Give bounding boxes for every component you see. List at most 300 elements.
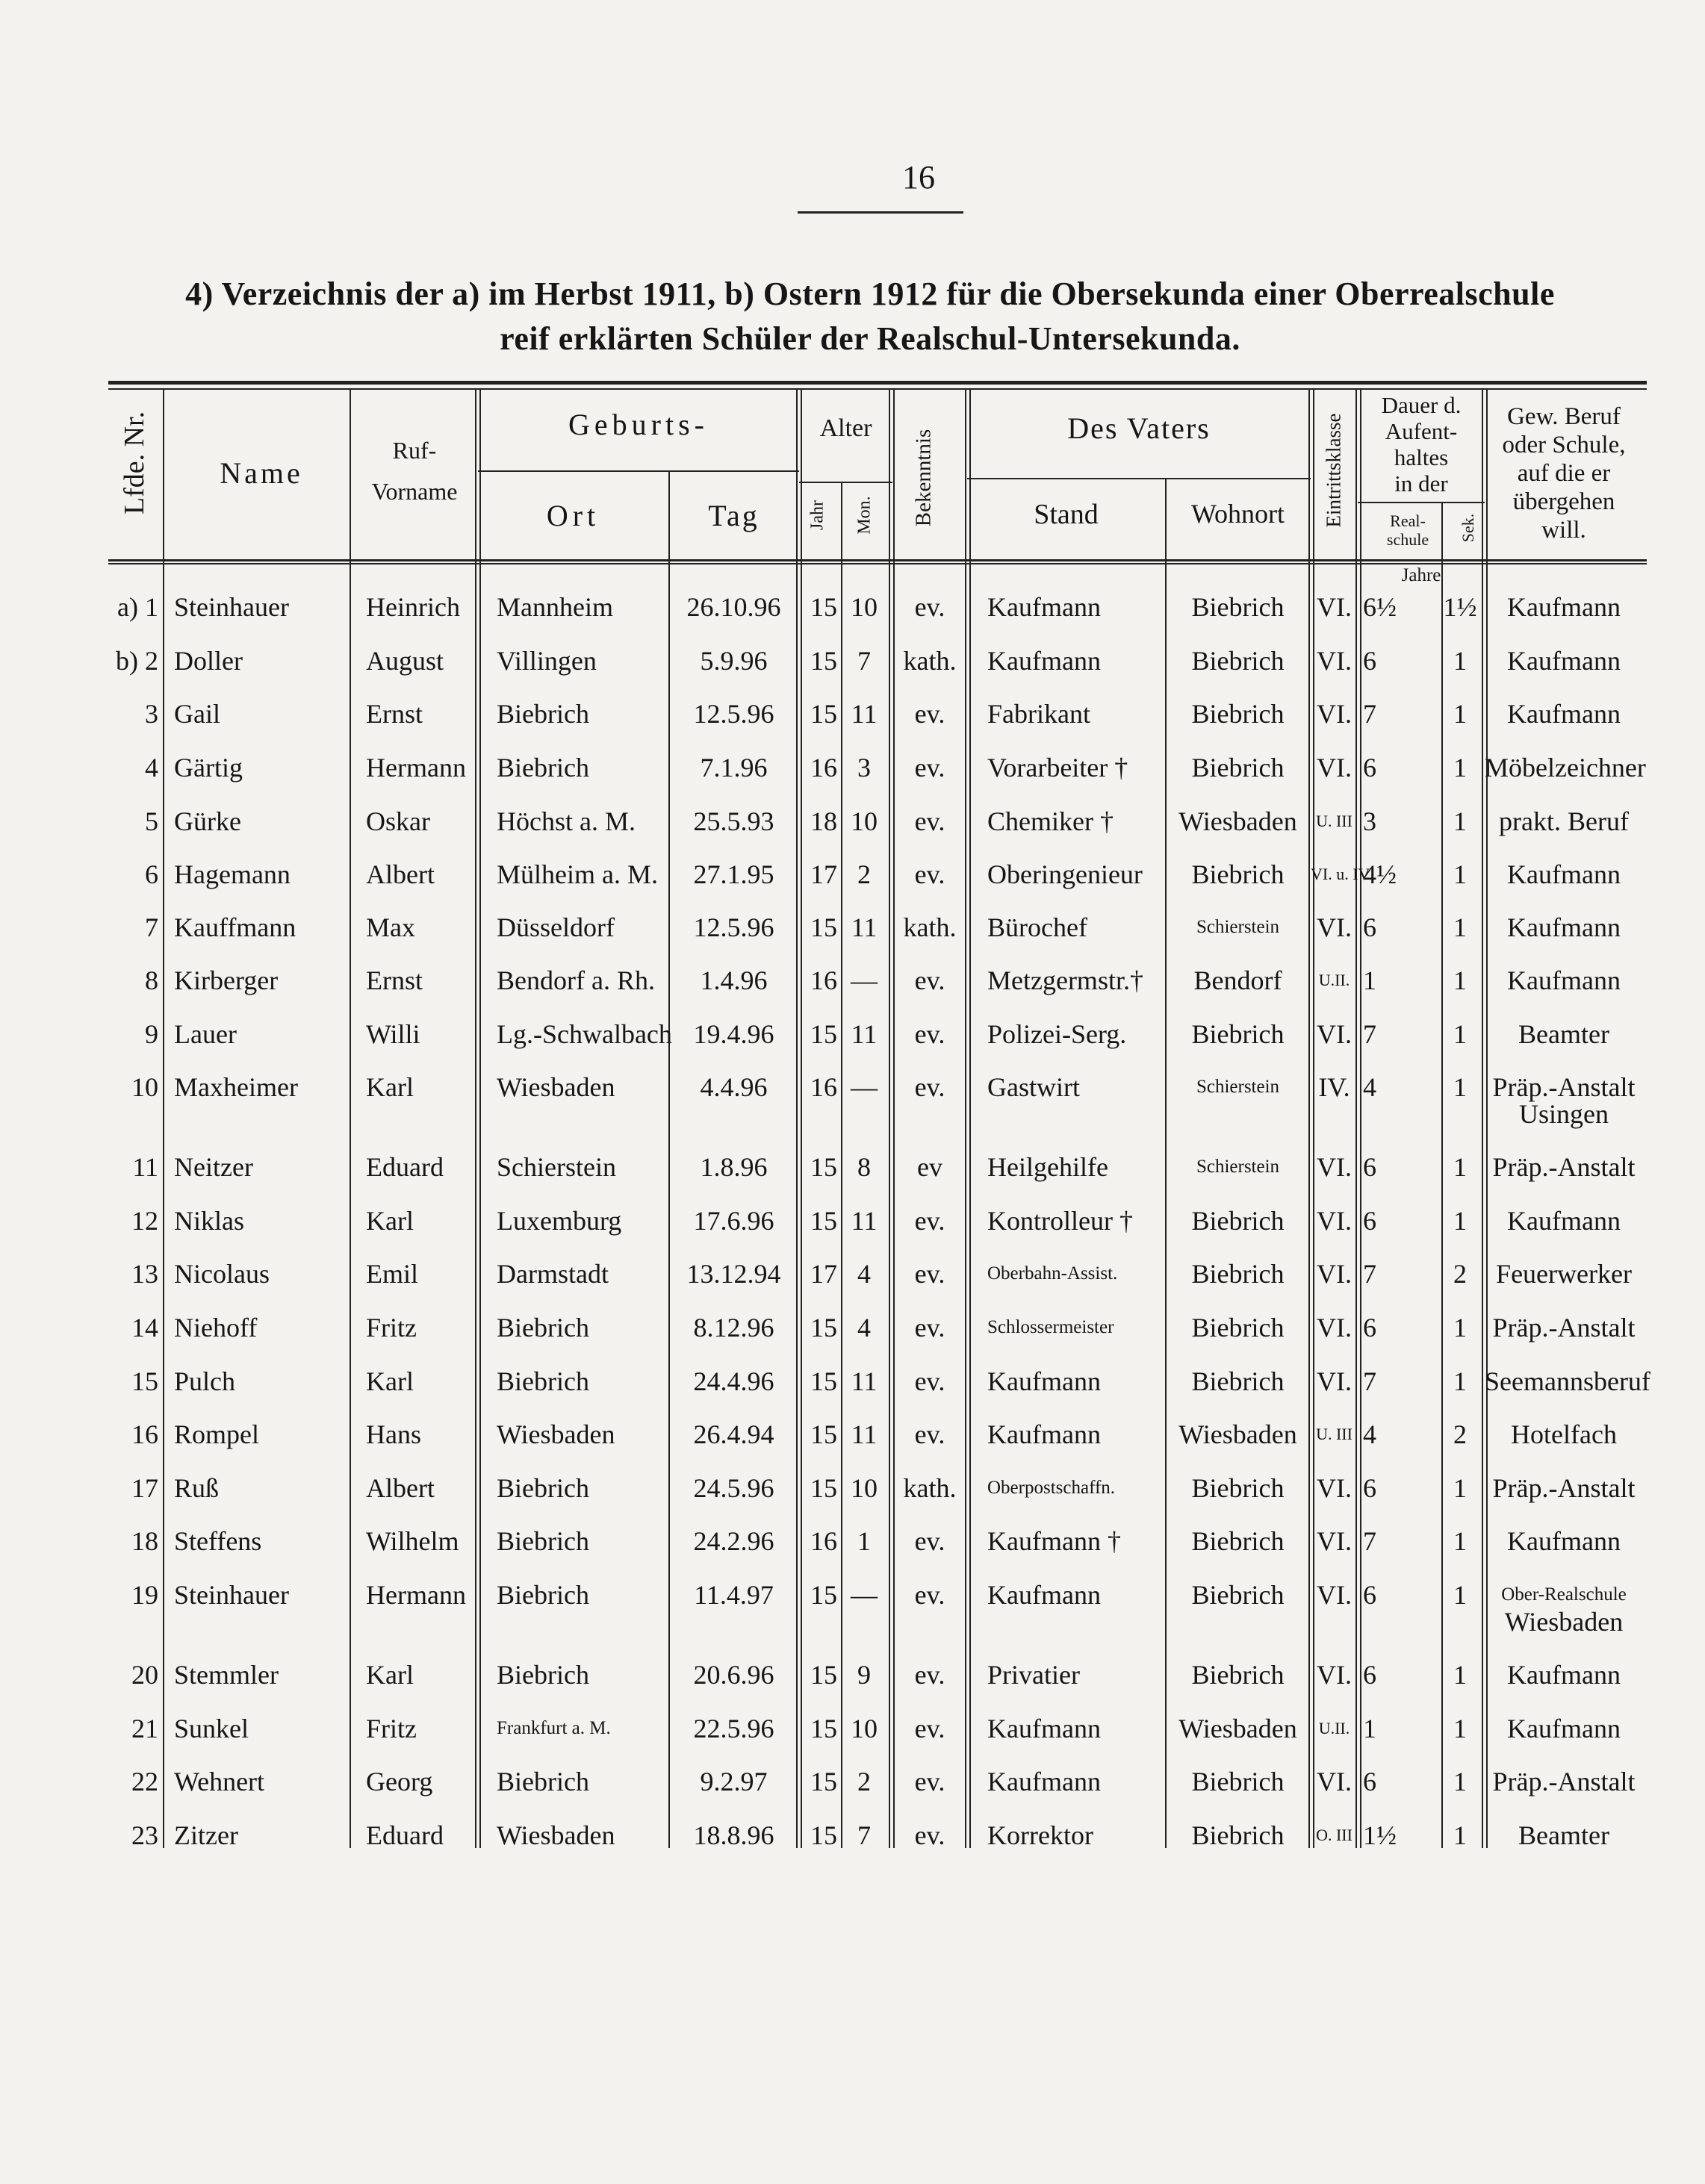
cell-confession: ev. bbox=[914, 1660, 945, 1690]
cell-intended-career: Kaufmann bbox=[1507, 1660, 1621, 1690]
cell-birth-date: 22.5.96 bbox=[693, 1714, 774, 1743]
cell-birth-place: Wiesbaden bbox=[497, 1820, 615, 1850]
cell-father-occupation: Oberbahn-Assist. bbox=[987, 1263, 1118, 1284]
cell-nr: 3 bbox=[145, 699, 158, 729]
cell-intended-career: Präp.-Anstalt bbox=[1492, 1072, 1636, 1102]
cell-birth-date: 7.1.96 bbox=[700, 753, 768, 783]
header-beruf-2: oder Schule, bbox=[1502, 432, 1626, 458]
cell-nr: 12 bbox=[131, 1206, 158, 1236]
cell-years-sekunda: 1 bbox=[1453, 806, 1467, 836]
header-beruf-3: auf die er bbox=[1517, 460, 1611, 487]
cell-nr: 21 bbox=[131, 1714, 158, 1743]
cell-confession: ev. bbox=[914, 1419, 945, 1449]
cell-father-occupation: Kontrolleur † bbox=[987, 1206, 1133, 1236]
cell-birth-place: Biebrich bbox=[497, 1580, 589, 1610]
cell-father-occupation: Oberingenieur bbox=[987, 859, 1143, 889]
cell-entry-class: VI. bbox=[1317, 1259, 1352, 1289]
cell-vorname: Eduard bbox=[366, 1820, 444, 1850]
cell-father-residence: Biebrich bbox=[1191, 1019, 1285, 1049]
table-rule-horizontal bbox=[108, 563, 1647, 564]
cell-confession: ev. bbox=[914, 1206, 945, 1236]
cell-confession: kath. bbox=[903, 646, 957, 676]
cell-years-sekunda: 1 bbox=[1453, 1714, 1467, 1743]
cell-vorname: Oskar bbox=[366, 806, 430, 836]
header-ort: Ort bbox=[546, 499, 600, 532]
cell-confession: ev. bbox=[914, 1714, 945, 1743]
cell-birth-date: 8.12.96 bbox=[693, 1313, 774, 1343]
cell-vorname: Hermann bbox=[366, 1580, 466, 1610]
cell-entry-class: VI. bbox=[1317, 646, 1352, 676]
cell-birth-date: 24.4.96 bbox=[693, 1366, 774, 1396]
cell-vorname: Fritz bbox=[366, 1714, 417, 1743]
cell-birth-place: Biebrich bbox=[497, 1526, 589, 1556]
cell-father-occupation: Kaufmann bbox=[987, 1767, 1101, 1796]
cell-years-realschule: 7 bbox=[1363, 1526, 1376, 1556]
cell-years-realschule: 6 bbox=[1363, 1152, 1376, 1182]
cell-father-occupation: Oberpostschaffn. bbox=[987, 1478, 1116, 1498]
header-vorname: Vorname bbox=[371, 478, 458, 505]
header-realschule-2: schule bbox=[1386, 530, 1429, 549]
cell-birth-date: 12.5.96 bbox=[693, 699, 774, 729]
cell-intended-career: Präp.-Anstalt bbox=[1492, 1152, 1636, 1182]
cell-birth-date: 24.2.96 bbox=[693, 1526, 774, 1556]
cell-years-sekunda: 1 bbox=[1453, 699, 1467, 729]
cell-vorname: August bbox=[366, 646, 444, 676]
cell-years-realschule: 6 bbox=[1363, 1767, 1376, 1796]
cell-intended-career: Beamter bbox=[1518, 1019, 1609, 1049]
header-wohnort: Wohnort bbox=[1190, 499, 1285, 529]
cell-father-occupation: Kaufmann † bbox=[987, 1526, 1121, 1556]
cell-age-months: — bbox=[851, 1580, 878, 1610]
header-jahre: Jahre bbox=[1401, 565, 1441, 585]
cell-nr: 9 bbox=[145, 1019, 158, 1049]
cell-entry-class: VI. bbox=[1317, 1526, 1352, 1556]
cell-birth-place: Villingen bbox=[497, 646, 597, 676]
cell-confession: ev. bbox=[914, 1019, 945, 1049]
cell-age-months: 9 bbox=[857, 1660, 871, 1690]
cell-intended-career: Kaufmann bbox=[1507, 965, 1621, 995]
cell-entry-class: VI. bbox=[1317, 592, 1352, 622]
cell-father-residence: Biebrich bbox=[1191, 1526, 1285, 1556]
cell-birth-place: Biebrich bbox=[497, 1366, 589, 1396]
header-mon: Mon. bbox=[854, 496, 875, 535]
cell-entry-class: VI. bbox=[1317, 912, 1352, 942]
cell-age-months: 11 bbox=[851, 1206, 878, 1236]
cell-birth-place: Biebrich bbox=[497, 1473, 589, 1503]
cell-father-residence: Wiesbaden bbox=[1178, 806, 1297, 836]
table-rule-vertical bbox=[163, 388, 164, 1848]
cell-age-months: 10 bbox=[851, 592, 878, 622]
cell-name: Zitzer bbox=[174, 1820, 238, 1850]
cell-birth-place: Mülheim a. M. bbox=[497, 859, 658, 889]
cell-age-months: 11 bbox=[851, 1366, 878, 1396]
cell-years-realschule: 4 bbox=[1363, 1072, 1376, 1102]
header-beruf-5: will. bbox=[1541, 517, 1586, 544]
header-stand: Stand bbox=[1034, 499, 1099, 530]
cell-vorname: Ernst bbox=[366, 965, 423, 995]
cell-intended-career: Ober-Realschule bbox=[1501, 1584, 1627, 1605]
cell-age-months: — bbox=[851, 1072, 878, 1102]
cell-father-occupation: Kaufmann bbox=[987, 1714, 1101, 1743]
header-realschule-1: Real- bbox=[1390, 511, 1426, 530]
cell-age-years: 16 bbox=[810, 1072, 837, 1102]
cell-years-sekunda: 1 bbox=[1453, 753, 1467, 783]
title-line-1: 4) Verzeichnis der a) im Herbst 1911, b) Ostern 1912 für die Obersekunda einer Oberrealschule bbox=[185, 276, 1555, 312]
cell-birth-date: 4.4.96 bbox=[700, 1072, 768, 1102]
cell-name: Stemmler bbox=[174, 1660, 279, 1690]
cell-entry-class: VI. bbox=[1317, 1580, 1352, 1610]
cell-nr: 14 bbox=[131, 1313, 158, 1343]
cell-name: Gail bbox=[174, 699, 220, 729]
cell-vorname: Albert bbox=[366, 859, 435, 889]
cell-intended-career: Kaufmann bbox=[1507, 1714, 1621, 1743]
cell-birth-place: Luxemburg bbox=[497, 1206, 622, 1236]
cell-vorname: Georg bbox=[366, 1767, 433, 1796]
cell-father-residence: Biebrich bbox=[1191, 1366, 1285, 1396]
cell-confession: kath. bbox=[903, 1473, 957, 1503]
cell-father-residence: Biebrich bbox=[1191, 592, 1285, 622]
cell-name: Maxheimer bbox=[174, 1072, 298, 1102]
cell-nr: 10 bbox=[131, 1072, 158, 1102]
cell-father-residence: Bendorf bbox=[1193, 965, 1282, 995]
cell-confession: ev. bbox=[914, 1767, 945, 1796]
cell-confession: ev. bbox=[914, 753, 945, 783]
cell-entry-class: VI. bbox=[1317, 699, 1352, 729]
cell-father-occupation: Kaufmann bbox=[987, 646, 1101, 676]
cell-birth-date: 17.6.96 bbox=[693, 1206, 774, 1236]
cell-nr: 7 bbox=[145, 912, 158, 942]
cell-birth-place: Höchst a. M. bbox=[497, 806, 636, 836]
cell-father-occupation: Bürochef bbox=[987, 912, 1087, 942]
cell-vorname: Karl bbox=[366, 1660, 414, 1690]
cell-father-residence: Biebrich bbox=[1191, 1206, 1285, 1236]
table-rule-horizontal bbox=[108, 381, 1647, 385]
cell-years-sekunda: 1 bbox=[1453, 1767, 1467, 1796]
cell-name: Niklas bbox=[174, 1206, 244, 1236]
cell-age-years: 15 bbox=[810, 1313, 837, 1343]
cell-years-sekunda: 1 bbox=[1453, 1660, 1467, 1690]
cell-intended-career: Präp.-Anstalt bbox=[1492, 1767, 1636, 1796]
cell-father-residence: Schierstein bbox=[1196, 1077, 1280, 1097]
cell-confession: ev. bbox=[914, 1072, 945, 1102]
cell-birth-place: Biebrich bbox=[497, 1767, 589, 1796]
cell-age-years: 15 bbox=[810, 1580, 837, 1610]
cell-age-months: 11 bbox=[851, 699, 878, 729]
cell-age-months: 7 bbox=[857, 1820, 871, 1850]
cell-age-years: 15 bbox=[810, 699, 837, 729]
table-rule-horizontal bbox=[108, 559, 1647, 561]
cell-confession: ev. bbox=[914, 1313, 945, 1343]
cell-years-sekunda: 1 bbox=[1453, 1313, 1467, 1343]
cell-vorname: Eduard bbox=[366, 1152, 444, 1182]
cell-father-occupation: Kaufmann bbox=[987, 1366, 1101, 1396]
cell-nr: 20 bbox=[131, 1660, 158, 1690]
cell-entry-class: VI. bbox=[1317, 1206, 1352, 1236]
cell-birth-date: 11.4.97 bbox=[694, 1580, 774, 1610]
cell-years-realschule: 6 bbox=[1363, 1660, 1376, 1690]
cell-father-occupation: Korrektor bbox=[987, 1820, 1093, 1850]
cell-years-realschule: 6 bbox=[1363, 646, 1376, 676]
cell-age-months: 10 bbox=[851, 1714, 878, 1743]
cell-years-sekunda: 1 bbox=[1453, 1366, 1467, 1396]
cell-age-years: 15 bbox=[810, 1767, 837, 1796]
cell-age-years: 15 bbox=[810, 1366, 837, 1396]
cell-birth-place: Bendorf a. Rh. bbox=[497, 965, 655, 995]
cell-confession: ev. bbox=[914, 699, 945, 729]
cell-birth-place: Biebrich bbox=[497, 753, 589, 783]
cell-birth-date: 27.1.95 bbox=[693, 859, 774, 889]
cell-years-realschule: 3 bbox=[1363, 806, 1376, 836]
cell-intended-career-line2: Wiesbaden bbox=[1504, 1607, 1624, 1637]
cell-confession: ev. bbox=[914, 1526, 945, 1556]
cell-birth-date: 1.4.96 bbox=[700, 965, 768, 995]
cell-name: Sunkel bbox=[174, 1714, 249, 1743]
cell-entry-class: U.II. bbox=[1318, 971, 1350, 989]
header-lfd-nr: Lfde. Nr. bbox=[119, 411, 150, 515]
cell-intended-career: prakt. Beruf bbox=[1499, 806, 1629, 836]
cell-entry-class: VI. bbox=[1317, 1660, 1352, 1690]
cell-years-sekunda: 2 bbox=[1453, 1259, 1467, 1289]
header-beruf-4: übergehen bbox=[1512, 488, 1615, 515]
table-rule-horizontal bbox=[478, 470, 799, 472]
page-number: 16 bbox=[902, 159, 935, 196]
cell-age-years: 15 bbox=[810, 1019, 837, 1049]
cell-father-residence: Biebrich bbox=[1191, 1767, 1285, 1796]
cell-years-realschule: 7 bbox=[1363, 1366, 1376, 1396]
cell-years-sekunda: 1 bbox=[1453, 1580, 1467, 1610]
cell-confession: ev. bbox=[914, 859, 945, 889]
cell-confession: ev. bbox=[914, 965, 945, 995]
cell-years-realschule: 4 bbox=[1363, 1419, 1376, 1449]
cell-father-occupation: Chemiker † bbox=[987, 806, 1114, 836]
cell-intended-career: Möbelzeichner bbox=[1485, 753, 1646, 783]
cell-entry-class: O. III bbox=[1316, 1826, 1352, 1844]
cell-nr: 11 bbox=[132, 1152, 158, 1182]
cell-father-residence: Wiesbaden bbox=[1178, 1714, 1297, 1743]
cell-nr: 15 bbox=[131, 1366, 158, 1396]
cell-birth-place: Biebrich bbox=[497, 699, 589, 729]
cell-years-sekunda: 1 bbox=[1453, 1072, 1467, 1102]
cell-birth-date: 20.6.96 bbox=[693, 1660, 774, 1690]
cell-confession: ev. bbox=[914, 592, 945, 622]
cell-confession: ev. bbox=[914, 1366, 945, 1396]
cell-age-months: 1 bbox=[857, 1526, 871, 1556]
cell-age-years: 18 bbox=[810, 806, 837, 836]
cell-age-years: 15 bbox=[810, 1820, 837, 1850]
cell-confession: ev. bbox=[914, 1820, 945, 1850]
cell-intended-career: Präp.-Anstalt bbox=[1492, 1473, 1636, 1503]
cell-birth-place: Wiesbaden bbox=[497, 1072, 615, 1102]
cell-age-years: 16 bbox=[810, 965, 837, 995]
cell-father-residence: Biebrich bbox=[1191, 1580, 1285, 1610]
cell-name: Neitzer bbox=[174, 1152, 253, 1182]
cell-confession: ev. bbox=[914, 806, 945, 836]
cell-birth-place: Schierstein bbox=[497, 1152, 616, 1182]
cell-name: Steinhauer bbox=[174, 1580, 289, 1610]
cell-birth-date: 26.10.96 bbox=[686, 592, 781, 622]
cell-name: Gärtig bbox=[174, 753, 243, 783]
cell-age-months: 11 bbox=[851, 1419, 878, 1449]
cell-vorname: Karl bbox=[366, 1206, 414, 1236]
cell-age-years: 15 bbox=[810, 1473, 837, 1503]
cell-father-residence: Biebrich bbox=[1191, 1820, 1285, 1850]
cell-name: Wehnert bbox=[174, 1767, 265, 1796]
cell-name: Ruß bbox=[174, 1473, 220, 1503]
cell-years-realschule: 7 bbox=[1363, 1259, 1376, 1289]
cell-nr: a) 1 bbox=[117, 592, 158, 622]
cell-age-years: 17 bbox=[810, 1259, 837, 1289]
cell-years-realschule: 6½ bbox=[1363, 592, 1397, 622]
cell-birth-place: Mannheim bbox=[497, 592, 613, 622]
cell-intended-career: Kaufmann bbox=[1507, 1206, 1621, 1236]
cell-age-months: 4 bbox=[857, 1259, 871, 1289]
cell-vorname: Emil bbox=[366, 1259, 418, 1289]
cell-age-months: 8 bbox=[857, 1152, 871, 1182]
cell-age-months: 10 bbox=[851, 806, 878, 836]
cell-birth-date: 9.2.97 bbox=[700, 1767, 768, 1796]
header-dauer-3: haltes bbox=[1394, 444, 1449, 470]
cell-father-residence: Biebrich bbox=[1191, 753, 1285, 783]
cell-nr: 19 bbox=[131, 1580, 158, 1610]
cell-name: Steffens bbox=[174, 1526, 262, 1556]
cell-nr: 4 bbox=[145, 753, 158, 783]
cell-years-realschule: 1½ bbox=[1363, 1820, 1397, 1850]
cell-father-occupation: Fabrikant bbox=[987, 699, 1090, 729]
cell-entry-class: U.II. bbox=[1318, 1719, 1350, 1737]
cell-name: Rompel bbox=[174, 1419, 259, 1449]
cell-father-occupation: Kaufmann bbox=[987, 1580, 1101, 1610]
cell-father-residence: Wiesbaden bbox=[1178, 1419, 1297, 1449]
cell-years-sekunda: 1 bbox=[1453, 1152, 1467, 1182]
cell-years-realschule: 1 bbox=[1363, 1714, 1376, 1743]
cell-vorname: Heinrich bbox=[366, 592, 460, 622]
cell-vorname: Karl bbox=[366, 1366, 414, 1396]
cell-nr: 13 bbox=[131, 1259, 158, 1289]
page-number-rule bbox=[798, 211, 963, 214]
cell-years-sekunda: 1 bbox=[1453, 1820, 1467, 1850]
cell-birth-date: 25.5.93 bbox=[693, 806, 774, 836]
header-jahr: Jahr bbox=[807, 500, 827, 530]
cell-father-occupation: Metzgermstr.† bbox=[987, 965, 1143, 995]
cell-nr: 6 bbox=[145, 859, 158, 889]
cell-vorname: Max bbox=[366, 912, 415, 942]
header-name: Name bbox=[220, 456, 303, 490]
cell-vorname: Ernst bbox=[366, 699, 423, 729]
cell-name: Lauer bbox=[174, 1019, 237, 1049]
cell-age-years: 15 bbox=[810, 646, 837, 676]
table-rule-vertical bbox=[479, 388, 481, 1848]
cell-nr: 16 bbox=[131, 1419, 158, 1449]
table-rule-vertical bbox=[969, 388, 971, 1848]
cell-age-months: 11 bbox=[851, 1019, 878, 1049]
cell-birth-date: 24.5.96 bbox=[693, 1473, 774, 1503]
cell-birth-date: 1.8.96 bbox=[700, 1152, 768, 1182]
cell-years-realschule: 6 bbox=[1363, 1206, 1376, 1236]
cell-age-years: 16 bbox=[810, 753, 837, 783]
cell-birth-date: 26.4.94 bbox=[693, 1419, 774, 1449]
header-eintrittsklasse: Eintrittsklasse bbox=[1322, 413, 1345, 528]
cell-years-sekunda: 1 bbox=[1453, 1206, 1467, 1236]
cell-father-residence: Biebrich bbox=[1191, 1660, 1285, 1690]
cell-years-realschule: 6 bbox=[1363, 1313, 1376, 1343]
cell-intended-career: Seemannsberuf bbox=[1485, 1366, 1650, 1396]
cell-age-months: 2 bbox=[857, 1767, 871, 1796]
table-rule-vertical bbox=[889, 388, 890, 1848]
header-des-vaters: Des Vaters bbox=[1067, 411, 1211, 445]
cell-entry-class: U. III bbox=[1316, 1425, 1352, 1443]
cell-age-years: 15 bbox=[810, 1206, 837, 1236]
cell-years-realschule: 7 bbox=[1363, 1019, 1376, 1049]
cell-father-residence: Biebrich bbox=[1191, 1473, 1285, 1503]
cell-nr: 5 bbox=[145, 806, 158, 836]
cell-father-occupation: Heilgehilfe bbox=[987, 1152, 1108, 1182]
cell-confession: ev. bbox=[914, 1580, 945, 1610]
cell-age-months: 2 bbox=[857, 859, 871, 889]
cell-father-residence: Biebrich bbox=[1191, 1259, 1285, 1289]
cell-father-residence: Biebrich bbox=[1191, 859, 1285, 889]
cell-father-residence: Biebrich bbox=[1191, 1313, 1285, 1343]
cell-years-realschule: 1 bbox=[1363, 965, 1376, 995]
cell-entry-class: VI. bbox=[1317, 1152, 1352, 1182]
cell-birth-date: 12.5.96 bbox=[693, 912, 774, 942]
cell-years-sekunda: 1 bbox=[1453, 912, 1467, 942]
cell-birth-place: Biebrich bbox=[497, 1313, 589, 1343]
table-rule-horizontal bbox=[1358, 502, 1485, 503]
cell-years-sekunda: 1 bbox=[1453, 646, 1467, 676]
cell-father-residence: Biebrich bbox=[1191, 699, 1285, 729]
cell-vorname: Karl bbox=[366, 1072, 414, 1102]
cell-vorname: Wilhelm bbox=[366, 1526, 459, 1556]
header-alter: Alter bbox=[819, 414, 872, 442]
cell-birth-place: Düsseldorf bbox=[497, 912, 615, 942]
cell-confession: kath. bbox=[903, 912, 957, 942]
table-rule-horizontal bbox=[108, 388, 1647, 390]
cell-entry-class: VI. bbox=[1317, 753, 1352, 783]
cell-age-years: 15 bbox=[810, 592, 837, 622]
cell-birth-place: Biebrich bbox=[497, 1660, 589, 1690]
cell-intended-career: Beamter bbox=[1518, 1820, 1609, 1850]
cell-age-months: 10 bbox=[851, 1473, 878, 1503]
cell-entry-class: VI. bbox=[1317, 1473, 1352, 1503]
cell-father-occupation: Kaufmann bbox=[987, 1419, 1101, 1449]
cell-name: Pulch bbox=[174, 1366, 236, 1396]
cell-entry-class: VI. bbox=[1317, 1313, 1352, 1343]
cell-intended-career: Kaufmann bbox=[1507, 859, 1621, 889]
cell-age-years: 15 bbox=[810, 1660, 837, 1690]
header-bekenntnis: Bekenntnis bbox=[911, 429, 936, 527]
header-tag: Tag bbox=[708, 499, 760, 532]
cell-entry-class: VI. bbox=[1317, 1366, 1352, 1396]
cell-years-realschule: 7 bbox=[1363, 699, 1376, 729]
cell-name: Kirberger bbox=[174, 965, 279, 995]
cell-age-months: 3 bbox=[857, 753, 871, 783]
cell-age-years: 15 bbox=[810, 912, 837, 942]
cell-intended-career: Feuerwerker bbox=[1496, 1259, 1632, 1289]
cell-birth-date: 5.9.96 bbox=[700, 646, 768, 676]
cell-name: Nicolaus bbox=[174, 1259, 270, 1289]
cell-intended-career: Kaufmann bbox=[1507, 592, 1621, 622]
cell-entry-class: VI. bbox=[1317, 1767, 1352, 1796]
cell-birth-date: 13.12.94 bbox=[686, 1259, 781, 1289]
cell-entry-class: U. III bbox=[1316, 812, 1352, 830]
cell-birth-place: Wiesbaden bbox=[497, 1419, 615, 1449]
cell-age-months: — bbox=[851, 965, 878, 995]
cell-intended-career: Präp.-Anstalt bbox=[1492, 1313, 1636, 1343]
header-sek: Sek. bbox=[1459, 513, 1477, 543]
cell-name: Niehoff bbox=[174, 1313, 258, 1343]
header-ruf: Ruf- bbox=[392, 437, 437, 464]
cell-age-years: 15 bbox=[810, 1419, 837, 1449]
